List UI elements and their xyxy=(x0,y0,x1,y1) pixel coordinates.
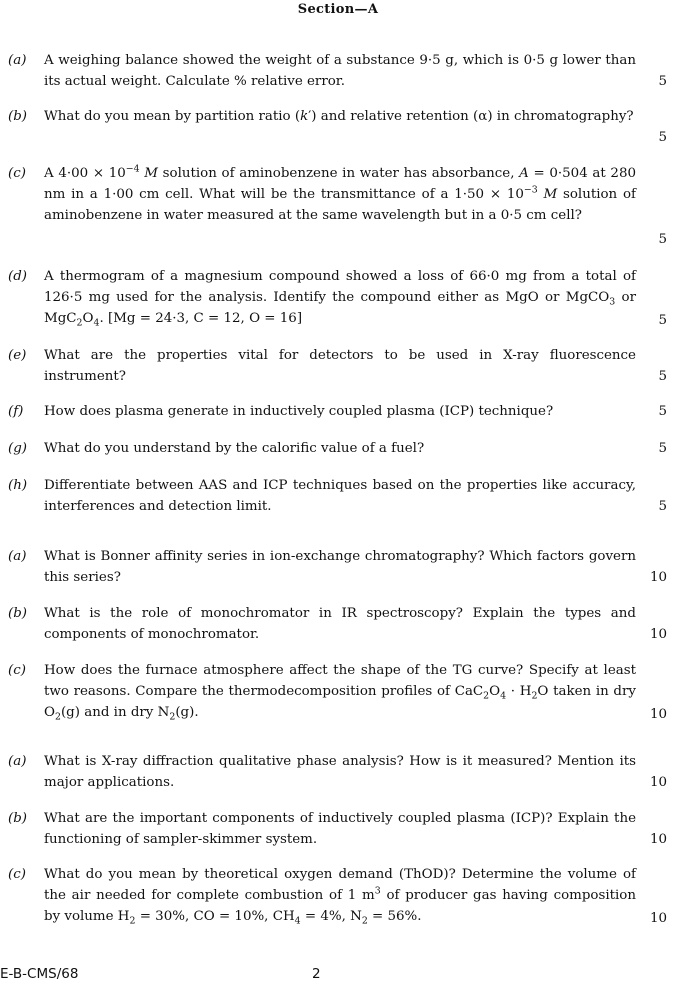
question-label: (a) xyxy=(8,53,27,68)
question-mark: 10 xyxy=(649,627,667,642)
question-mark: 10 xyxy=(649,707,667,722)
question-mark: 5 xyxy=(658,369,667,384)
question-mark: 5 xyxy=(658,441,667,456)
question-mark: 10 xyxy=(649,775,667,790)
question-label: (g) xyxy=(8,441,28,456)
question-label: (d) xyxy=(8,269,28,284)
question-text: How does plasma generate in inductively coupled plasma (ICP) technique? xyxy=(44,404,554,419)
question-text: What are the properties vital for detectors to be used in X-ray fluorescence instrument? xyxy=(44,348,636,384)
question-mark: 10 xyxy=(649,570,667,585)
paper-code: E-B-CMS/68 xyxy=(0,966,79,982)
question-label: (f) xyxy=(8,404,24,419)
question-text: What is X-ray diffraction qualitative phase analysis? How is it measured? Mention its major applications. xyxy=(44,754,636,790)
question-label: (e) xyxy=(8,348,27,363)
question-label: (a) xyxy=(8,549,27,564)
question-mark: 5 xyxy=(658,313,667,328)
question-text: Differentiate between AAS and ICP techniques based on the properties like accuracy, interferences and detection limit. xyxy=(44,478,636,514)
question-text: How does the furnace atmosphere affect the shape of the TG curve? Specify at least two reasons. Compare the thermodecomposition profiles of $CaC_2O_4 \cdot H_2O$ taken in dry $O_2(g)$ and in dry $N_2(g)$. xyxy=(44,663,636,723)
question-text: A weighing balance showed the weight of a substance 9·5 g, which is 0·5 g lower than its actual weight. Calculate % relative error. xyxy=(44,53,636,89)
question-text: What are the important components of inductively coupled plasma (ICP)? Explain the functioning of sampler-skimmer system. xyxy=(44,811,636,847)
section-title: Section—A xyxy=(297,2,379,17)
question-label: (c) xyxy=(8,867,26,882)
question-text: What do you mean by partition ratio (k′) and relative retention (α) in chromatography? xyxy=(44,109,634,124)
question-mark: 5 xyxy=(658,232,667,247)
question-mark: 10 xyxy=(649,832,667,847)
question-text: What do you understand by the calorific value of a fuel? xyxy=(44,441,425,456)
question-label: (c) xyxy=(8,166,26,181)
question-label: (c) xyxy=(8,663,26,678)
question-text: What is the role of monochromator in IR spectroscopy? Explain the types and components of monochromator. xyxy=(44,606,636,642)
question-label: (b) xyxy=(8,109,28,124)
question-mark: 10 xyxy=(649,911,667,926)
question-label: (b) xyxy=(8,606,28,621)
question-mark: 5 xyxy=(658,404,667,419)
question-label: (a) xyxy=(8,754,27,769)
question-text: What do you mean by theoretical oxygen demand (ThOD)? Determine the volume of the air needed for complete combustion of 1 $m^3$ of producer gas having composition by volume $H_2 = 30\%$, CO = 10%, $CH_4 = 4\%$, $N_2 = 56\%$. xyxy=(44,867,636,927)
question-mark: 5 xyxy=(658,130,667,145)
question-text: A $4\cdot 00 \times 10^{-4}$ M solution of aminobenzene in water has absorbance, A = 0·504 at 280 nm in a 1·00 cm cell. What will be the transmittance of a $1\cdot 50 \times 10^{-3}$ M solution of aminobenzene in water measured at the same wavelength but in a 0·5 cm cell? xyxy=(44,163,636,223)
question-text: A thermogram of a magnesium compound showed a loss of 66·0 mg from a total of 126·5 mg used for the analysis. Identify the compound either as MgO or MgCO$_3$ or $MgC_2O_4$. [Mg = 24·3, C = 12, O = 16] xyxy=(44,269,636,329)
page-number: 2 xyxy=(312,966,321,982)
question-mark: 5 xyxy=(658,74,667,89)
question-text: What is Bonner affinity series in ion-exchange chromatography? Which factors govern this series? xyxy=(44,549,636,585)
question-label: (h) xyxy=(8,478,28,493)
question-label: (b) xyxy=(8,811,28,826)
question-mark: 5 xyxy=(658,499,667,514)
